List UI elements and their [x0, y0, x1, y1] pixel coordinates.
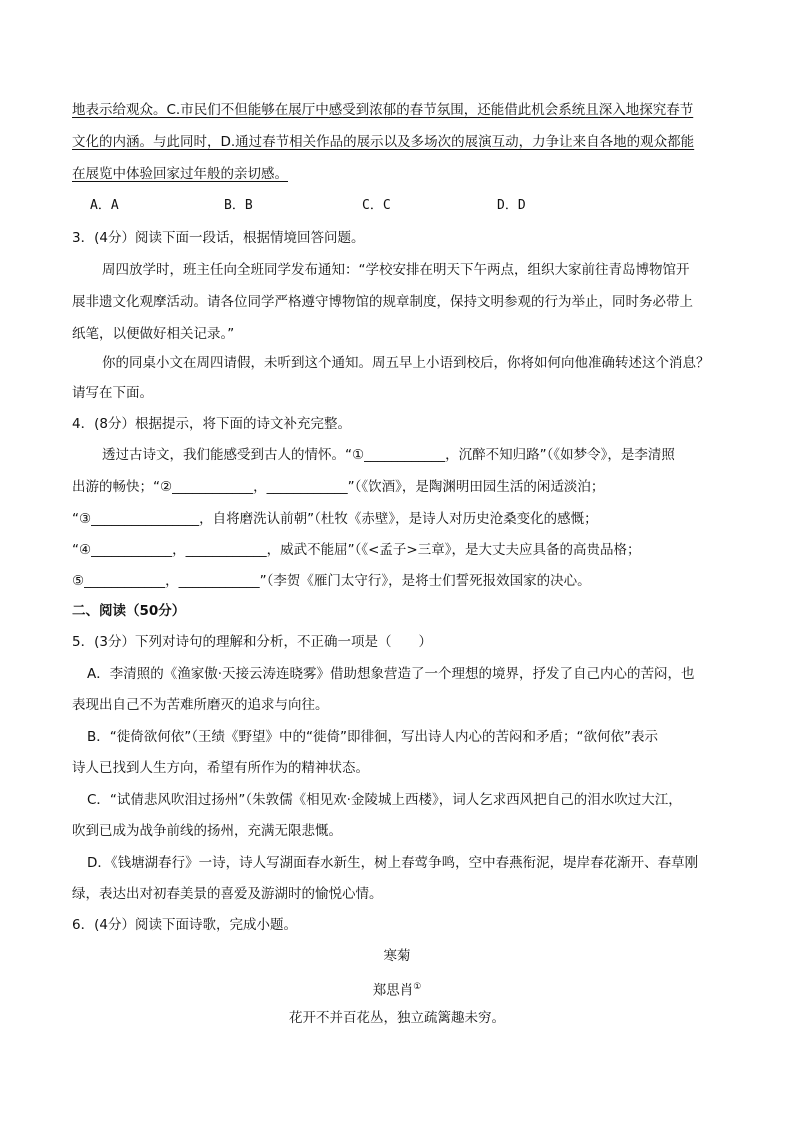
q5-stem: 5．(3分）下列对诗句的理解和分析，不正确一项是（ ） [72, 634, 432, 650]
q4-stem: 4．(8分）根据提示，将下面的诗文补充完整。 [72, 416, 351, 432]
q3-question-line-1: 你的同桌小文在周四请假，未听到这个通知。周五早上小语到校后，你将如何向他准确转述这个消息？ [102, 355, 710, 371]
q5-option-b-line-1: B．“徙倚欲何依”（王绩《野望》中的“徙倚”即徘徊，写出诗人内心的苦闷和矛盾；“欲何依”表示 [87, 729, 658, 745]
q2-passage-line-3: 在展览中体验回家过年般的亲切感。 [72, 166, 288, 182]
q5-option-a-line-2: 表现出自己不为苦难所磨灭的追求与向往。 [72, 697, 329, 713]
q3-stem: 3．(4分）阅读下面一段话，根据情境回答问题。 [72, 230, 365, 246]
q5-option-c-line-2: 吹到已成为战争前线的扬州，充满无限悲慨。 [72, 823, 342, 839]
q2-passage-line-2: 文化的内涵。与此同时，D.通过春节相关作品的展示以及多场次的展演互动，力争让来自各地的观众都能 [72, 134, 695, 150]
poem-author [0, 977, 794, 1001]
poem-line-1: 花开不并百花丛，独立疏篱趣未穷。 [289, 1010, 505, 1026]
q5-option-d-line-1: D．《钱塘湖春行》一诗，诗人写湖面春水新生，树上春莺争鸣，空中春燕衔泥，堤岸春花渐开、春草刚 [87, 855, 699, 871]
q5-option-b-line-2: 诗人已找到人生方向，希望有所作为的精神状态。 [72, 760, 369, 776]
q2-passage-line-1: 地表示给观众。C.市民们不但能够在展厅中感受到浓郁的春节氛围，还能借此机会系统且深入地探究春节 [72, 102, 694, 118]
q4-line-1: 透过古诗文，我们能感受到古人的情怀。“①____________，沉醉不知归路”（《如梦令》，是李清照 [102, 447, 675, 463]
q5-option-c-line-1: C．“试倩悲风吹泪过扬州”（朱敦儒《相见欢·金陵城上西楼》，词人乞求西风把自己的泪水吹过大江， [87, 792, 682, 808]
q4-line-3: “③________________，自将磨洗认前朝”（杜牧《赤壁》，是诗人对历史沧桑变化的感慨； [72, 511, 598, 527]
q5-option-a-line-1: A．李清照的《渔家傲·天接云涛连晓雾》借助想象营造了一个理想的境界，抒发了自己内心的苦闷，也 [87, 666, 695, 682]
q3-notice-line-3: 纸笔，以便做好相关记录。” [72, 326, 235, 342]
q4-line-2: 出游的畅快；“②____________，____________”（《饮酒》，是陶渊明田园生活的闲适淡泊； [72, 479, 605, 495]
q3-notice-line-1: 周四放学时，班主任向全班同学发布通知：“学校安排在明天下午两点，组织大家前往青岛博物馆开 [102, 262, 690, 278]
q2-option-c: C．C [362, 198, 391, 213]
poem-title: 寒菊 [383, 948, 411, 964]
q4-line-5: ⑤____________，____________”（李贺《雁门太守行》，是将士们誓死报效国家的决心。 [72, 573, 591, 589]
author-footnote-marker: ① [413, 982, 422, 992]
q2-option-d: D．D [497, 198, 526, 213]
section-heading-reading: 二、阅读（50分） [72, 603, 186, 619]
poem-author-name: 郑思肖 [372, 982, 414, 999]
q3-notice-line-2: 展非遗文化观摩活动。请各位同学严格遵守博物馆的规章制度，保持文明参观的行为举止，同时务必带上 [72, 294, 693, 310]
q2-option-b: B．B [224, 198, 253, 213]
q6-stem: 6．(4分）阅读下面诗歌，完成小题。 [72, 917, 297, 933]
q4-line-4: “④____________，____________，威武不能屈”（《<孟子>三章》，是大丈夫应具备的高贵品格； [72, 542, 641, 558]
q3-question-line-2: 请写在下面。 [72, 385, 153, 401]
q2-option-a: A．A [90, 198, 119, 213]
q5-option-d-line-2: 绿，表达出对初春美景的喜爱及游湖时的愉悦心情。 [72, 886, 383, 902]
